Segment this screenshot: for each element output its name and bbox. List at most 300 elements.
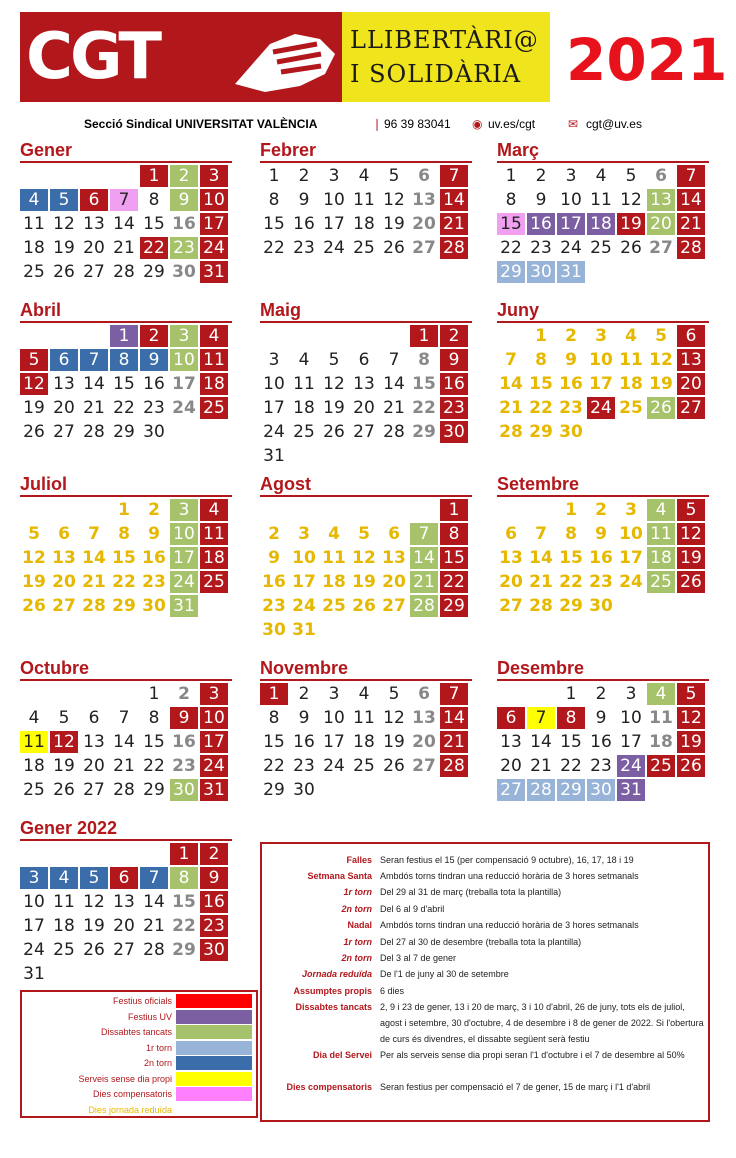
- day-cell: 13: [677, 349, 705, 371]
- legend-label: Festius UV: [127, 1011, 172, 1022]
- day-cell: 15: [497, 213, 525, 235]
- day-cell: 20: [83, 238, 105, 258]
- legend-swatch: [176, 1087, 252, 1101]
- day-cell: 6: [80, 189, 108, 211]
- day-cell: 31: [263, 446, 285, 466]
- day-cell: 14: [440, 189, 468, 211]
- day-cell: 27: [53, 422, 75, 442]
- legend-row: [22, 1103, 256, 1118]
- legend-row: [22, 1072, 256, 1087]
- day-cell: 11: [353, 708, 375, 728]
- day-cell: 22: [500, 238, 522, 258]
- month-divider: [497, 321, 709, 323]
- day-cell: 3: [328, 166, 340, 186]
- legend-swatch: [176, 994, 252, 1008]
- logo-slogan-box: [342, 12, 550, 102]
- day-cell: 30: [293, 780, 315, 800]
- day-cell: 11: [619, 350, 643, 370]
- day-cell: 17: [172, 374, 196, 394]
- day-cell: 28: [143, 940, 165, 960]
- day-cell: 26: [323, 422, 345, 442]
- phone-number: 96 39 83041: [384, 117, 451, 131]
- day-cell: 18: [649, 732, 673, 752]
- day-cell: 7: [388, 350, 400, 370]
- day-cell: 16: [172, 214, 196, 234]
- day-cell: 29: [497, 261, 525, 283]
- day-cell: 24: [587, 397, 615, 419]
- month-name: Maig: [260, 300, 302, 320]
- day-cell: 26: [53, 780, 75, 800]
- day-cell: 18: [23, 756, 45, 776]
- day-cell: 29: [529, 422, 553, 442]
- day-cell: 6: [418, 684, 430, 704]
- day-cell: 1: [170, 843, 198, 865]
- day-cell: 1: [268, 166, 280, 186]
- day-cell: 1: [140, 165, 168, 187]
- day-cell: 22: [263, 238, 285, 258]
- day-cell: 26: [677, 755, 705, 777]
- day-cell: 2: [200, 843, 228, 865]
- web-icon: ◉: [472, 117, 483, 131]
- day-cell: 1: [565, 684, 577, 704]
- day-cell: 4: [298, 350, 310, 370]
- day-cell: 18: [200, 373, 228, 395]
- day-cell: 14: [499, 374, 523, 394]
- day-cell: 20: [353, 398, 375, 418]
- month-divider: [497, 495, 709, 497]
- day-cell: 9: [140, 349, 168, 371]
- day-cell: 26: [647, 397, 675, 419]
- day-cell: 24: [323, 756, 345, 776]
- note-text: Del 27 al 30 de desembre (treballa tota la plantilla): [380, 937, 582, 947]
- day-cell: 19: [323, 398, 345, 418]
- day-cell: 13: [382, 548, 406, 568]
- day-cell: 9: [440, 349, 468, 371]
- day-cell: 28: [113, 262, 135, 282]
- day-cell: 23: [142, 572, 166, 592]
- day-cell: 3: [170, 325, 198, 347]
- note-text: Del 6 al 9 d'abril: [380, 904, 445, 914]
- day-cell: 12: [352, 548, 376, 568]
- day-cell: 7: [677, 165, 705, 187]
- day-cell: 9: [170, 707, 198, 729]
- day-cell: 14: [530, 732, 552, 752]
- month-divider: [497, 161, 709, 163]
- month-gener-2022: [20, 818, 232, 984]
- day-cell: 5: [677, 499, 705, 521]
- day-cell: 1: [440, 499, 468, 521]
- day-cell: 14: [529, 548, 553, 568]
- day-cell: 3: [200, 683, 228, 705]
- day-cell: 28: [677, 237, 705, 259]
- day-cell: 23: [589, 572, 613, 592]
- day-cell: 13: [353, 374, 375, 394]
- note-label: Dissabtes tancats: [295, 1002, 372, 1012]
- contact-bar: [20, 114, 720, 134]
- day-cell: 15: [263, 732, 285, 752]
- day-cell: 6: [655, 166, 667, 186]
- note-text: Del 3 al 7 de gener: [380, 953, 457, 963]
- day-cell: 19: [649, 374, 673, 394]
- day-cell: 17: [292, 572, 316, 592]
- day-cell: 13: [412, 190, 436, 210]
- day-cell: 25: [293, 422, 315, 442]
- legend-swatch: [176, 1010, 252, 1024]
- day-cell: 13: [83, 214, 105, 234]
- day-cell: 7: [505, 350, 517, 370]
- day-cell: 18: [587, 213, 615, 235]
- day-cell: 11: [649, 708, 673, 728]
- note-text: De l'1 de juny al 30 de setembre: [380, 969, 509, 979]
- day-cell: 9: [170, 189, 198, 211]
- note-label: Dia del Servei: [312, 1050, 372, 1060]
- day-cell: 29: [172, 940, 196, 960]
- day-cell: 1: [410, 325, 438, 347]
- day-cell: 25: [200, 571, 228, 593]
- month-divider: [20, 161, 232, 163]
- day-cell: 20: [499, 572, 523, 592]
- day-cell: 18: [293, 398, 315, 418]
- day-cell: 21: [113, 756, 135, 776]
- day-cell: 31: [170, 595, 198, 617]
- web-link[interactable]: uv.es/cgt: [488, 117, 536, 131]
- month-name: Setembre: [497, 474, 580, 494]
- day-cell: 9: [298, 190, 310, 210]
- day-cell: 4: [647, 499, 675, 521]
- day-cell: 12: [50, 731, 78, 753]
- day-cell: 21: [83, 398, 105, 418]
- day-cell: 24: [292, 596, 316, 616]
- day-cell: 10: [620, 708, 642, 728]
- day-cell: 14: [82, 548, 106, 568]
- day-cell: 26: [22, 596, 46, 616]
- day-cell: 25: [353, 238, 375, 258]
- day-cell: 27: [382, 596, 406, 616]
- day-cell: 20: [382, 572, 406, 592]
- day-cell: 6: [50, 349, 78, 371]
- day-cell: 12: [677, 707, 705, 729]
- day-cell: 3: [170, 499, 198, 521]
- day-cell: 29: [440, 595, 468, 617]
- month-name: Agost: [260, 474, 311, 494]
- day-cell: 14: [677, 189, 705, 211]
- month-març: [497, 140, 709, 282]
- day-cell: 8: [118, 524, 130, 544]
- day-cell: 8: [268, 708, 280, 728]
- month-name: Març: [497, 140, 540, 160]
- day-cell: 8: [170, 867, 198, 889]
- day-cell: 31: [557, 261, 585, 283]
- day-cell: 18: [647, 547, 675, 569]
- month-divider: [20, 679, 232, 681]
- day-cell: 17: [200, 731, 228, 753]
- day-cell: 19: [53, 756, 75, 776]
- day-cell: 14: [383, 374, 405, 394]
- legend-label: Festius oficials: [112, 996, 172, 1006]
- day-cell: 3: [595, 326, 607, 346]
- day-cell: 16: [142, 548, 166, 568]
- day-cell: 26: [23, 422, 45, 442]
- legend-row: [22, 994, 256, 1009]
- legend-row: [22, 1025, 256, 1040]
- month-novembre: [260, 658, 472, 800]
- day-cell: 10: [323, 708, 345, 728]
- day-cell: 17: [557, 213, 585, 235]
- day-cell: 24: [23, 940, 45, 960]
- logo-slogan-line2: I SOLIDÀRIA: [350, 60, 522, 88]
- day-cell: 29: [112, 596, 136, 616]
- day-cell: 14: [143, 892, 165, 912]
- day-cell: 3: [20, 867, 48, 889]
- day-cell: 16: [590, 732, 612, 752]
- day-cell: 14: [440, 707, 468, 729]
- day-cell: 21: [499, 398, 523, 418]
- day-cell: 29: [113, 422, 135, 442]
- day-cell: 12: [20, 373, 48, 395]
- day-cell: 12: [383, 190, 405, 210]
- day-cell: 1: [118, 500, 130, 520]
- day-cell: 8: [268, 190, 280, 210]
- day-cell: 5: [388, 684, 400, 704]
- day-cell: 30: [170, 779, 198, 801]
- day-cell: 22: [412, 398, 436, 418]
- cgt-logo-banner: [20, 12, 550, 102]
- day-cell: 7: [527, 707, 555, 729]
- day-cell: 26: [352, 596, 376, 616]
- day-cell: 20: [412, 732, 436, 752]
- day-cell: 30: [589, 596, 613, 616]
- day-cell: 26: [53, 262, 75, 282]
- day-cell: 21: [530, 756, 552, 776]
- note-text: Per als serveis sense dia propi seran l'1 d'octubre i el 7 de desembre al 50%: [380, 1050, 685, 1060]
- legend-row: [22, 1010, 256, 1025]
- day-cell: 2: [595, 684, 607, 704]
- day-cell: 1: [565, 500, 577, 520]
- day-cell: 23: [293, 238, 315, 258]
- day-cell: 27: [677, 397, 705, 419]
- day-cell: 29: [557, 779, 585, 801]
- day-cell: 9: [200, 867, 228, 889]
- day-cell: 9: [535, 190, 547, 210]
- day-cell: 3: [298, 524, 310, 544]
- day-cell: 16: [262, 572, 286, 592]
- day-cell: 22: [529, 398, 553, 418]
- day-cell: 7: [535, 524, 547, 544]
- day-cell: 9: [565, 350, 577, 370]
- day-cell: 2: [268, 524, 280, 544]
- day-cell: 3: [625, 684, 637, 704]
- day-cell: 25: [23, 780, 45, 800]
- day-cell: 27: [412, 238, 436, 258]
- day-cell: 22: [172, 916, 196, 936]
- day-cell: 17: [23, 916, 45, 936]
- day-cell: 3: [625, 500, 637, 520]
- day-cell: 23: [172, 756, 196, 776]
- day-cell: 14: [83, 374, 105, 394]
- day-cell: 10: [292, 548, 316, 568]
- day-cell: 5: [328, 350, 340, 370]
- day-cell: 15: [143, 214, 165, 234]
- day-cell: 21: [113, 238, 135, 258]
- day-cell: 11: [23, 214, 45, 234]
- month-divider: [260, 495, 472, 497]
- day-cell: 11: [322, 548, 346, 568]
- day-cell: 5: [388, 166, 400, 186]
- day-cell: 15: [263, 214, 285, 234]
- day-cell: 13: [83, 732, 105, 752]
- day-cell: 21: [677, 213, 705, 235]
- day-cell: 17: [170, 547, 198, 569]
- day-cell: 7: [440, 683, 468, 705]
- day-cell: 6: [388, 524, 400, 544]
- day-cell: 27: [52, 596, 76, 616]
- month-divider: [20, 321, 232, 323]
- day-cell: 24: [200, 755, 228, 777]
- day-cell: 15: [112, 548, 136, 568]
- day-cell: 4: [358, 166, 370, 186]
- day-cell: 7: [440, 165, 468, 187]
- day-cell: 16: [172, 732, 196, 752]
- day-cell: 2: [298, 684, 310, 704]
- day-cell: 4: [200, 325, 228, 347]
- month-octubre: [20, 658, 232, 800]
- day-cell: 23: [440, 397, 468, 419]
- day-cell: 10: [560, 190, 582, 210]
- legend-swatch: [176, 1056, 252, 1070]
- month-name: Gener: [20, 140, 73, 160]
- day-cell: 5: [677, 683, 705, 705]
- day-cell: 4: [358, 684, 370, 704]
- day-cell: 31: [200, 261, 228, 283]
- month-desembre: [497, 658, 709, 800]
- day-cell: 23: [530, 238, 552, 258]
- legend-row: [22, 1056, 256, 1071]
- day-cell: 26: [383, 238, 405, 258]
- month-name: Gener 2022: [20, 818, 118, 838]
- day-cell: 16: [293, 214, 315, 234]
- day-cell: 18: [353, 732, 375, 752]
- note-label: Setmana Santa: [307, 871, 372, 881]
- day-cell: 2: [440, 325, 468, 347]
- day-cell: 10: [619, 524, 643, 544]
- day-cell: 11: [293, 374, 315, 394]
- month-maig: [260, 300, 472, 466]
- day-cell: 11: [590, 190, 612, 210]
- legend-row: [22, 1041, 256, 1056]
- day-cell: 17: [323, 732, 345, 752]
- day-cell: 8: [148, 190, 160, 210]
- day-cell: 24: [170, 571, 198, 593]
- day-cell: 23: [170, 237, 198, 259]
- day-cell: 7: [80, 349, 108, 371]
- day-cell: 25: [647, 755, 675, 777]
- day-cell: 24: [323, 238, 345, 258]
- day-cell: 28: [529, 596, 553, 616]
- day-cell: 15: [559, 548, 583, 568]
- day-cell: 12: [83, 892, 105, 912]
- email-link[interactable]: cgt@uv.es: [586, 117, 642, 131]
- day-cell: 23: [559, 398, 583, 418]
- day-cell: 15: [412, 374, 436, 394]
- day-cell: 23: [590, 756, 612, 776]
- day-cell: 2: [140, 325, 168, 347]
- day-cell: 21: [440, 731, 468, 753]
- day-cell: 7: [110, 189, 138, 211]
- day-cell: 16: [589, 548, 613, 568]
- day-cell: 4: [20, 189, 48, 211]
- month-divider: [497, 679, 709, 681]
- day-cell: 20: [500, 756, 522, 776]
- day-cell: 19: [23, 398, 45, 418]
- day-cell: 28: [383, 422, 405, 442]
- day-cell: 13: [53, 374, 75, 394]
- day-cell: 26: [383, 756, 405, 776]
- email-icon: ✉: [568, 117, 579, 131]
- day-cell: 4: [328, 524, 340, 544]
- day-cell: 2: [565, 326, 577, 346]
- month-name: Octubre: [20, 658, 90, 678]
- day-cell: 6: [497, 707, 525, 729]
- day-cell: 17: [619, 548, 643, 568]
- day-cell: 11: [353, 190, 375, 210]
- day-cell: 12: [649, 350, 673, 370]
- day-cell: 4: [625, 326, 637, 346]
- day-cell: 2: [170, 165, 198, 187]
- day-cell: 15: [143, 732, 165, 752]
- day-cell: 19: [352, 572, 376, 592]
- day-cell: 4: [50, 867, 78, 889]
- day-cell: 25: [619, 398, 643, 418]
- month-febrer: [260, 140, 472, 258]
- day-cell: 15: [529, 374, 553, 394]
- day-cell: 24: [560, 238, 582, 258]
- day-cell: 17: [589, 374, 613, 394]
- legend-label: Dissabtes tancats: [100, 1027, 172, 1037]
- day-cell: 18: [200, 547, 228, 569]
- day-cell: 23: [200, 915, 228, 937]
- day-cell: 26: [620, 238, 642, 258]
- day-cell: 13: [500, 732, 522, 752]
- day-cell: 9: [595, 524, 607, 544]
- day-cell: 9: [595, 708, 607, 728]
- day-cell: 8: [110, 349, 138, 371]
- day-cell: 30: [172, 262, 196, 282]
- day-cell: 18: [322, 572, 346, 592]
- day-cell: 22: [560, 756, 582, 776]
- day-cell: 6: [58, 524, 70, 544]
- month-juliol: [20, 474, 232, 616]
- month-divider: [20, 495, 232, 497]
- legend-label: 2n torn: [143, 1058, 172, 1068]
- day-cell: 22: [140, 237, 168, 259]
- day-cell: 3: [200, 165, 228, 187]
- day-cell: 19: [83, 916, 105, 936]
- day-cell: 12: [383, 708, 405, 728]
- day-cell: 8: [440, 523, 468, 545]
- day-cell: 6: [418, 166, 430, 186]
- day-cell: 20: [412, 214, 436, 234]
- day-cell: 25: [647, 571, 675, 593]
- note-text: 6 dies: [380, 986, 405, 996]
- month-name: Juliol: [20, 474, 68, 494]
- month-divider: [260, 161, 472, 163]
- day-cell: 25: [590, 238, 612, 258]
- day-cell: 27: [83, 780, 105, 800]
- phone-icon: ❘: [372, 117, 383, 131]
- day-cell: 17: [263, 398, 285, 418]
- note-text: Ambdós torns tindran una reducció horària de 3 hores setmanals: [380, 920, 639, 930]
- day-cell: 21: [82, 572, 106, 592]
